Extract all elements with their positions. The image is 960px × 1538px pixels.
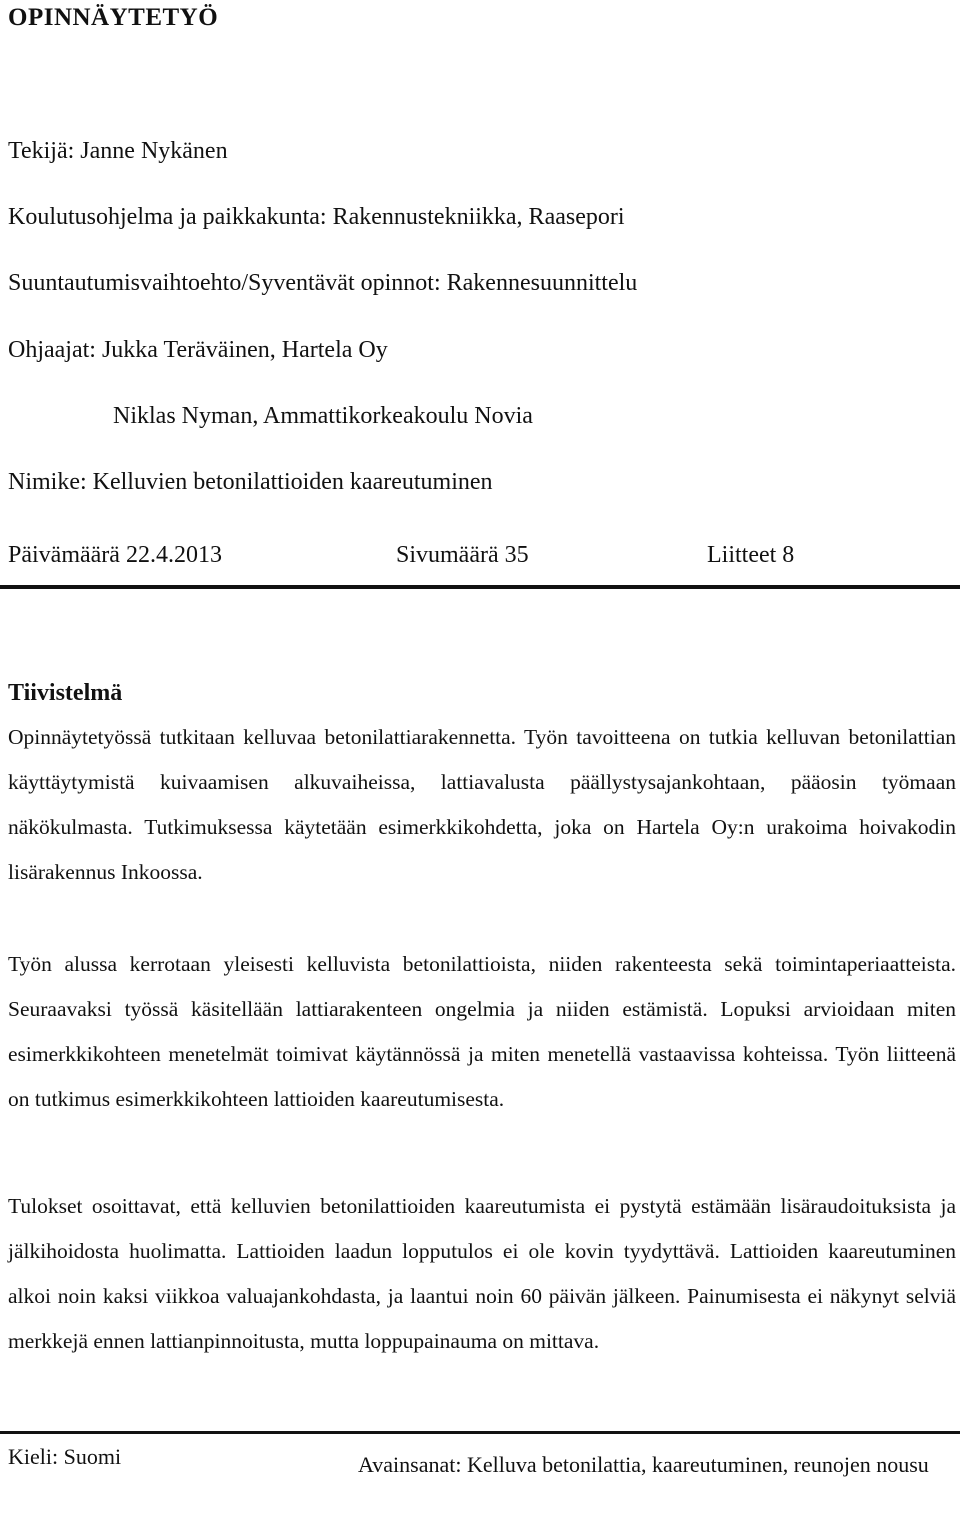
date-field: Päivämäärä 22.4.2013: [8, 542, 222, 568]
supervisors-line: Ohjaajat: Jukka Teräväinen, Hartela Oy: [8, 337, 388, 363]
program-line: Koulutusohjelma ja paikkakunta: Rakennustekniikka, Raasepori: [8, 204, 625, 230]
abstract-paragraph-2: Työn alussa kerrotaan yleisesti kelluvista betonilattioista, niiden rakenteesta sekä toimintaperiaatteista. Seuraavaksi työssä käsitellään lattiarakenteen ongelmia ja niiden estämistä. Lopuksi arvioidaan miten esimerkkikohteen menetelmät toimivat käytännössä ja miten menetellä vastaavissa kohteissa. Työn liitteenä on tutkimus esimerkkikohteen lattioiden kaareutumisesta.: [8, 952, 956, 1111]
abstract-paragraph-1: Opinnäytetyössä tutkitaan kelluvaa betonilattiarakennetta. Työn tavoitteena on tutkia kelluvan betonilattian käyttäytymistä kuivaamisen alkuvaiheissa, lattiavalusta päällystysajankohtaan, pääosin työmaan näkökulmasta. Tutkimuksessa käytetään esimerkkikohdetta, joka on Hartela Oy:n urakoima hoivakodin lisärakennus Inkoossa.: [8, 725, 956, 884]
second-supervisor-line: Niklas Nyman, Ammattikorkeakoulu Novia: [113, 403, 533, 429]
bottom-divider: [0, 1431, 960, 1434]
document-title: OPINNÄYTETYÖ: [8, 4, 219, 31]
abstract-heading: Tiivistelmä: [8, 680, 123, 706]
keywords-field: Avainsanat: Kelluva betonilattia, kaareutuminen, reunojen nousu: [358, 1452, 929, 1477]
abstract-paragraph-3: Tulokset osoittavat, että kelluvien betonilattioiden kaareutumista ei pystytä estämään lisäraudoituksista ja jälkihoidosta huolimatta. Lattioiden laadun lopputulos ei ole kovin tyydyttävä. Lattioiden kaareutuminen alkoi noin kaksi viikkoa valuajankohdasta, ja laantui noin 60 päivän jälkeen. Painumisesta ei näkynyt selviä merkkejä ennen lattianpinnoitusta, mutta loppupainauma on mittava.: [8, 1194, 956, 1353]
language-field: Kieli: Suomi: [8, 1444, 122, 1469]
specialization-line: Suuntautumisvaihtoehto/Syventävät opinnot: Rakennesuunnittelu: [8, 270, 638, 296]
top-divider: [0, 585, 960, 589]
attachments-field: Liitteet 8: [707, 542, 795, 568]
thesis-title-line: Nimike: Kelluvien betonilattioiden kaareutuminen: [8, 469, 493, 495]
document-stats-row: [8, 540, 960, 572]
page-count-field: Sivumäärä 35: [396, 542, 529, 568]
author-line: Tekijä: Janne Nykänen: [8, 138, 228, 164]
